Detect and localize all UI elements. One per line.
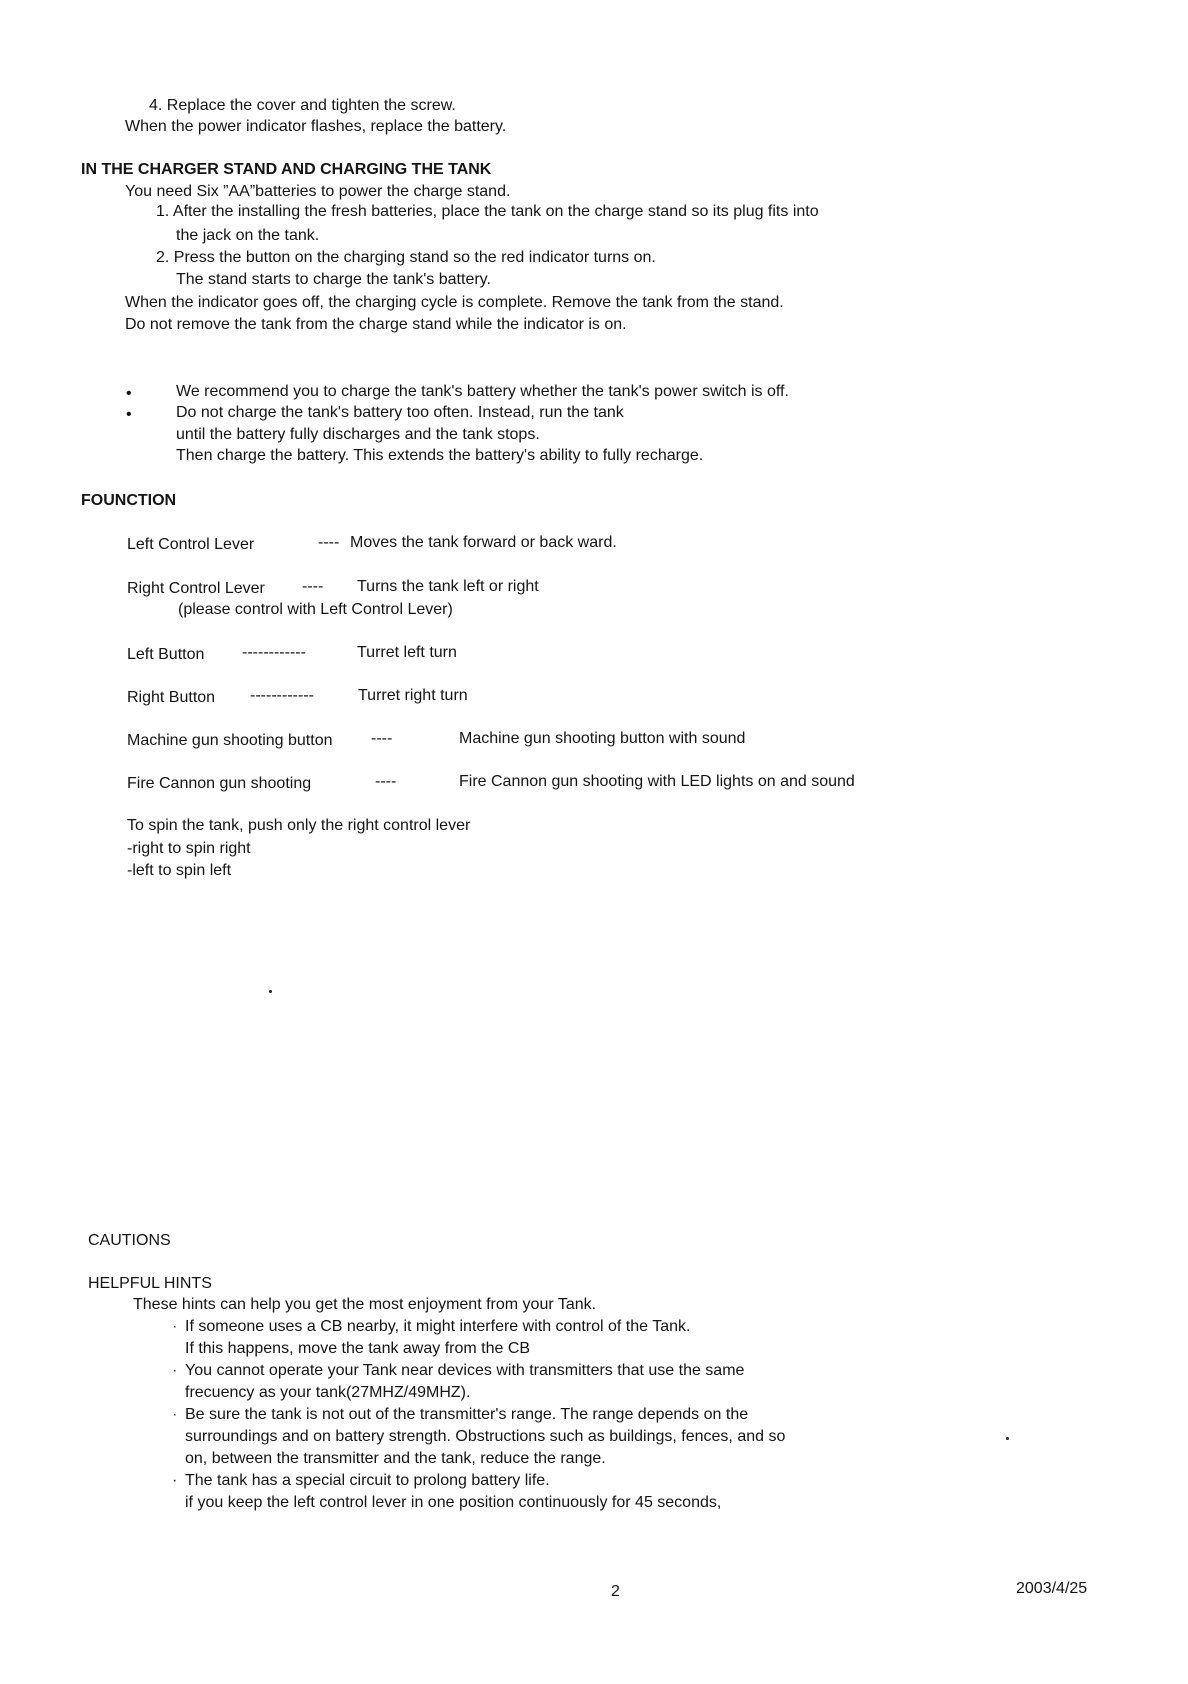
page-date: 2003/4/25 (1016, 1580, 1088, 1597)
function-dash: ---- (318, 534, 340, 551)
charger-step-1: 1. After the installing the fresh batteries, place the tank on the charge stand so its plug fits into (156, 203, 819, 220)
charger-bullet-2: Do not charge the tank's battery too often. Instead, run the tank (176, 404, 624, 421)
function-desc: Machine gun shooting button with sound (459, 730, 746, 747)
function-dash: ---- (371, 730, 393, 747)
function-label: Right Button (127, 689, 216, 706)
charger-step-2: 2. Press the button on the charging stand so the red indicator turns on. (156, 249, 656, 266)
function-dash: ---- (375, 773, 397, 790)
hint-2: You cannot operate your Tank near devices with transmitters that use the same (185, 1362, 745, 1379)
hint-2-cont: frecuency as your tank(27MHZ/49MHZ). (185, 1384, 471, 1401)
hint-2-symbol: · (172, 1362, 178, 1379)
function-desc: Turns the tank left or right (357, 578, 539, 595)
charger-note-1: When the indicator goes off, the charging cycle is complete. Remove the tank from the stand. (125, 294, 784, 311)
spin-instruction: To spin the tank, push only the right control lever (127, 817, 471, 834)
charger-bullet-1: We recommend you to charge the tank's battery whether the tank's power switch is off. (176, 383, 789, 400)
function-dash: ------------ (242, 644, 306, 661)
hint-3-cont: surroundings and on battery strength. Obstructions such as buildings, fences, and so (185, 1428, 786, 1445)
hint-1-cont: If this happens, move the tank away from the CB (185, 1340, 531, 1357)
function-desc: Moves the tank forward or back ward. (350, 534, 617, 551)
hint-4-symbol: · (172, 1472, 178, 1489)
charger-bullet-1-symbol: • (126, 385, 132, 402)
function-label: Left Button (127, 646, 205, 663)
charger-bullet-2-cont: until the battery fully discharges and the tank stops. (176, 426, 540, 443)
spin-left: -left to spin left (127, 862, 232, 879)
spin-right: -right to spin right (127, 840, 251, 857)
battery-note: When the power indicator flashes, replace the battery. (125, 118, 507, 135)
charger-bullet-2-symbol: • (126, 406, 132, 423)
page-number: 2 (611, 1583, 620, 1600)
hint-3-cont-2: on, between the transmitter and the tank, reduce the range. (185, 1450, 606, 1467)
function-label: Fire Cannon gun shooting (127, 775, 312, 792)
hints-heading: HELPFUL HINTS (88, 1275, 212, 1292)
function-label: Machine gun shooting button (127, 732, 333, 749)
function-desc: Fire Cannon gun shooting with LED lights on and sound (459, 773, 855, 790)
charger-intro: You need Six ”AA”batteries to power the charge stand. (125, 183, 511, 200)
charger-note-2: Do not remove the tank from the charge stand while the indicator is on. (125, 316, 627, 333)
function-label: Left Control Lever (127, 536, 255, 553)
battery-step-4: 4. Replace the cover and tighten the screw. (149, 97, 456, 114)
scan-speck (1006, 1437, 1009, 1440)
charger-step-2-cont: The stand starts to charge the tank's battery. (176, 271, 491, 288)
function-heading: FOUNCTION (81, 492, 177, 509)
function-desc: Turret left turn (357, 644, 457, 661)
charger-step-1-cont: the jack on the tank. (176, 227, 320, 244)
charger-bullet-2-cont-2: Then charge the battery. This extends the battery's ability to fully recharge. (176, 447, 704, 464)
hint-4: The tank has a special circuit to prolong battery life. (185, 1472, 550, 1489)
function-dash: ---- (302, 578, 324, 595)
hint-4-cont: if you keep the left control lever in one position continuously for 45 seconds, (185, 1494, 722, 1511)
function-label: Right Control Lever (127, 580, 265, 597)
function-note: (please control with Left Control Lever) (178, 601, 453, 618)
hints-intro: These hints can help you get the most enjoyment from your Tank. (133, 1296, 597, 1313)
charger-heading: IN THE CHARGER STAND AND CHARGING THE TANK (81, 161, 492, 178)
hint-1-symbol: · (172, 1318, 178, 1335)
function-dash: ------------ (250, 687, 314, 704)
cautions-heading: CAUTIONS (88, 1232, 171, 1249)
hint-1: If someone uses a CB nearby, it might interfere with control of the Tank. (185, 1318, 691, 1335)
hint-3: Be sure the tank is not out of the transmitter's range. The range depends on the (185, 1406, 749, 1423)
scan-speck (269, 990, 272, 993)
function-desc: Turret right turn (358, 687, 468, 704)
hint-3-symbol: · (172, 1406, 178, 1423)
